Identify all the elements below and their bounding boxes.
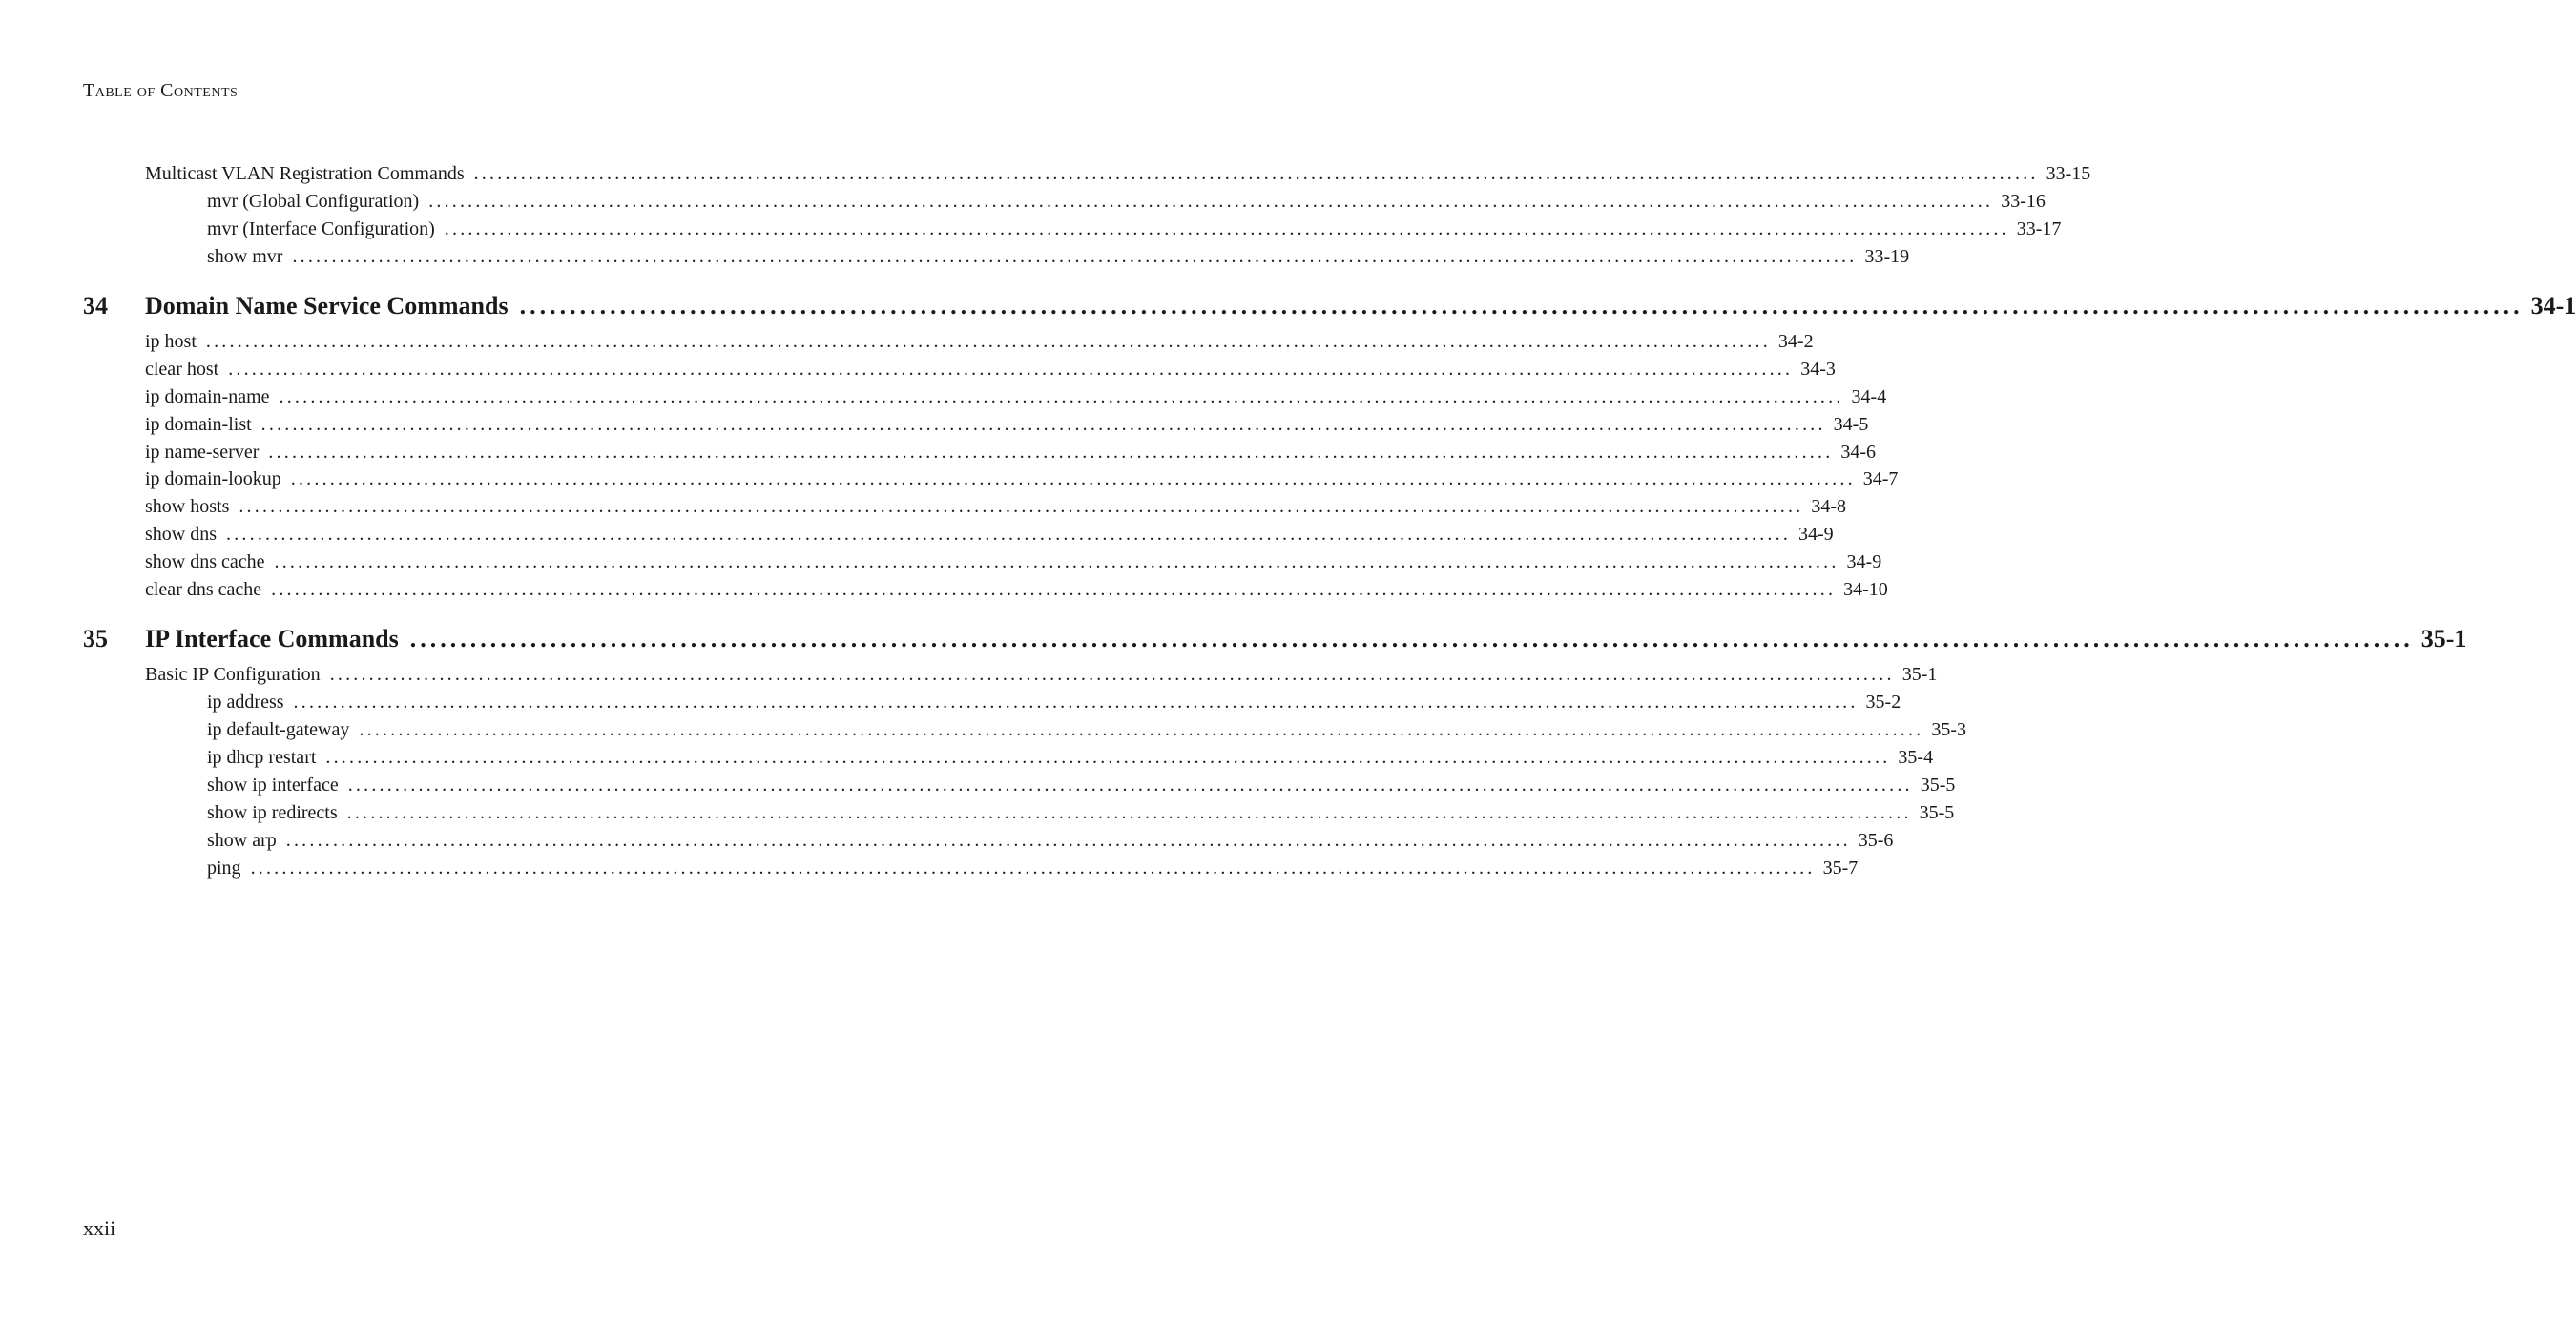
toc-entry[interactable] xyxy=(145,493,1847,521)
toc-entry[interactable] xyxy=(145,160,2091,188)
dot-leader: ........................................................................................................................................................................................................ xyxy=(290,468,1856,489)
toc-entry-title: show mvr xyxy=(207,246,283,267)
chapter-page-ref: 35-1 xyxy=(2420,625,2467,652)
toc-entry[interactable] xyxy=(207,744,1934,772)
toc-page-ref: 34-9 xyxy=(1798,524,1834,545)
toc-entry[interactable] xyxy=(145,661,1938,689)
dot-leader: ........................................................................................................................................................................................................ xyxy=(271,579,1837,600)
toc-page-ref: 35-3 xyxy=(1931,719,1967,740)
dot-leader: ........................................................................................................................................................................................................ xyxy=(347,775,1913,796)
toc-entry-title: ip domain-lookup xyxy=(145,468,281,489)
toc-entry-title: show dns cache xyxy=(145,551,265,572)
toc-entry[interactable] xyxy=(145,383,1887,411)
toc-page-ref: 35-6 xyxy=(1858,830,1894,851)
dot-leader: ........................................................................................................................................................................................................ xyxy=(325,747,1891,768)
toc-entry-title: ip name-server xyxy=(145,442,260,463)
toc-entry[interactable] xyxy=(145,356,1836,383)
toc-entry[interactable] xyxy=(207,827,1894,855)
dot-leader: ........................................................................................................................................................................................................ xyxy=(519,292,2524,320)
toc-entry-title: ip domain-list xyxy=(145,414,252,435)
toc-entry[interactable] xyxy=(145,521,1834,548)
toc-entry[interactable] xyxy=(145,465,1899,493)
toc-entry[interactable] xyxy=(207,855,1859,882)
toc-entry-title: ip default-gateway xyxy=(207,719,350,740)
toc-entry-title: ip domain-name xyxy=(145,386,270,407)
toc-page-ref: 33-16 xyxy=(2001,191,2046,212)
dot-leader: ........................................................................................................................................................................................................ xyxy=(293,692,1859,713)
toc-page-ref: 35-4 xyxy=(1898,747,1934,768)
toc-entry-title: Multicast VLAN Registration Commands xyxy=(145,163,465,184)
toc-entry-title: Basic IP Configuration xyxy=(145,664,321,685)
toc-page-ref: 34-10 xyxy=(1843,579,1888,600)
dot-leader: ........................................................................................................................................................................................................ xyxy=(473,163,2039,184)
chapter-title: Domain Name Service Commands xyxy=(145,292,509,320)
toc-page-ref: 35-1 xyxy=(1901,664,1938,685)
dot-leader: ........................................................................................................................................................................................................ xyxy=(285,830,1851,851)
toc-entry[interactable] xyxy=(207,799,1955,827)
toc-page-ref: 33-19 xyxy=(1864,246,1910,267)
toc-entry[interactable] xyxy=(207,716,1967,744)
toc-page-ref: 33-15 xyxy=(2046,163,2091,184)
toc-page-ref: 35-5 xyxy=(1919,802,1955,823)
toc-page-ref: 34-8 xyxy=(1811,496,1847,517)
toc-entry-title: ip host xyxy=(145,331,197,352)
toc-page-ref: 34-7 xyxy=(1862,468,1899,489)
toc-chapter-34[interactable] xyxy=(83,289,2576,323)
dot-leader: ........................................................................................................................................................................................................ xyxy=(292,246,1858,267)
toc-page-ref: 34-5 xyxy=(1833,414,1869,435)
dot-leader: ........................................................................................................................................................................................................ xyxy=(444,218,2009,239)
toc-entry-title: show ip redirects xyxy=(207,802,338,823)
chapter-number: 35 xyxy=(83,625,108,652)
toc-entry-title: ping xyxy=(207,858,241,879)
toc-entry[interactable] xyxy=(207,689,1901,716)
toc-entry[interactable] xyxy=(207,216,2062,243)
toc-page-ref: 35-5 xyxy=(1920,775,1956,796)
toc-entry-title: clear host xyxy=(145,359,219,380)
page-number: xxii xyxy=(83,1216,116,1240)
toc-entry-title: clear dns cache xyxy=(145,579,262,600)
toc-entry-title: mvr (Interface Configuration) xyxy=(207,218,435,239)
dot-leader: ........................................................................................................................................................................................................ xyxy=(228,359,1794,380)
toc-page-ref: 35-7 xyxy=(1822,858,1859,879)
toc-entry-title: ip dhcp restart xyxy=(207,747,317,768)
toc-entry[interactable] xyxy=(145,411,1869,439)
dot-leader: ........................................................................................................................................................................................................ xyxy=(409,625,2414,652)
dot-leader: ........................................................................................................................................................................................................ xyxy=(268,442,1834,463)
toc-entry-title: show dns xyxy=(145,524,218,545)
dot-leader: ........................................................................................................................................................................................................ xyxy=(226,524,1792,545)
toc-entry-title: show ip interface xyxy=(207,775,339,796)
toc-page-ref: 34-9 xyxy=(1846,551,1882,572)
toc-page-ref: 34-3 xyxy=(1800,359,1836,380)
toc-entry[interactable] xyxy=(145,439,1877,466)
toc-page-ref: 34-4 xyxy=(1851,386,1887,407)
dot-leader: ........................................................................................................................................................................................................ xyxy=(274,551,1839,572)
toc-entry[interactable] xyxy=(207,243,1910,271)
toc-page-ref: 34-2 xyxy=(1777,331,1814,352)
toc-entry-title: show hosts xyxy=(145,496,230,517)
chapter-number: 34 xyxy=(83,292,108,320)
dot-leader: ........................................................................................................................................................................................................ xyxy=(239,496,1804,517)
toc-page-ref: 35-2 xyxy=(1865,692,1901,713)
toc-entry-title: ip address xyxy=(207,692,284,713)
toc-entry[interactable] xyxy=(207,188,2046,216)
dot-leader: ........................................................................................................................................................................................................ xyxy=(205,331,1771,352)
toc-entry[interactable] xyxy=(145,548,1882,576)
toc-chapter-35[interactable] xyxy=(83,622,2467,656)
running-header: Table of Contents xyxy=(83,80,239,101)
dot-leader: ........................................................................................................................................................................................................ xyxy=(359,719,1924,740)
toc-entry[interactable] xyxy=(207,772,1956,799)
toc-entry[interactable] xyxy=(145,328,1814,356)
dot-leader: ........................................................................................................................................................................................................ xyxy=(346,802,1912,823)
toc-entry-title: show arp xyxy=(207,830,277,851)
toc-page-ref: 34-6 xyxy=(1840,442,1877,463)
toc-entry[interactable] xyxy=(145,576,1888,604)
chapter-page-ref: 34-1 xyxy=(2530,292,2576,320)
dot-leader: ........................................................................................................................................................................................................ xyxy=(428,191,1994,212)
dot-leader: ........................................................................................................................................................................................................ xyxy=(260,414,1826,435)
toc-entry-title: mvr (Global Configuration) xyxy=(207,191,420,212)
dot-leader: ........................................................................................................................................................................................................ xyxy=(250,858,1816,879)
toc-page-ref: 33-17 xyxy=(2016,218,2062,239)
dot-leader: ........................................................................................................................................................................................................ xyxy=(279,386,1844,407)
dot-leader: ........................................................................................................................................................................................................ xyxy=(329,664,1895,685)
chapter-title: IP Interface Commands xyxy=(145,625,399,652)
